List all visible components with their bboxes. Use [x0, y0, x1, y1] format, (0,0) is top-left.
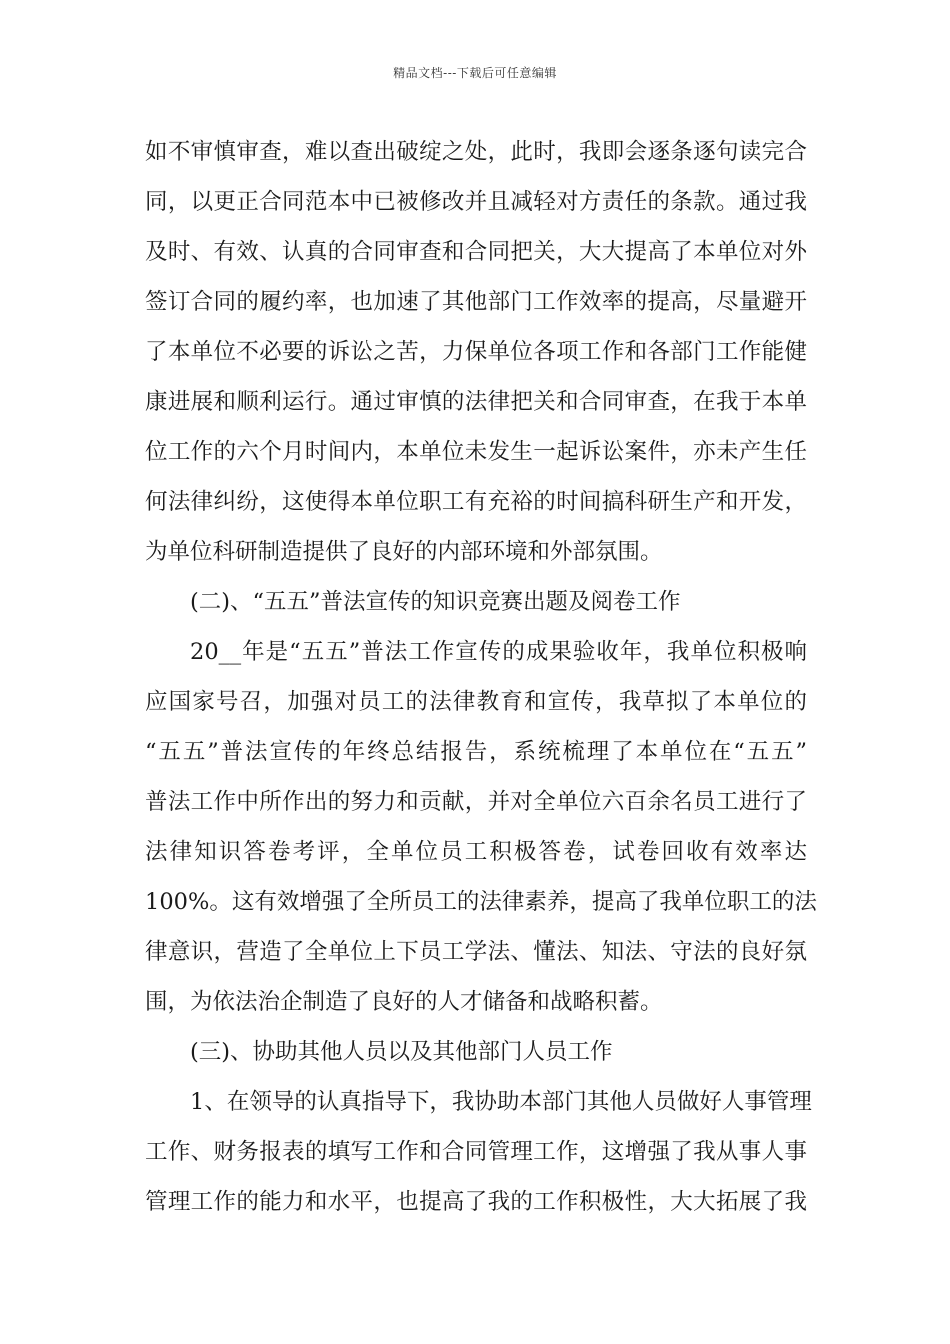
- body-line: 100%。这有效增强了全所员工的法律素养，提高了我单位职工的法: [145, 889, 817, 915]
- body-line: 同，以更正合同范本中已被修改并且减轻对方责任的条款。通过我: [145, 189, 807, 215]
- paragraph-end-line: 围，为依法治企制造了良好的人才储备和战略积蓄。: [145, 989, 663, 1015]
- body-line: 及时、有效、认真的合同审查和合同把关，大大提高了本单位对外: [145, 239, 807, 265]
- paragraph-first-line: 20__年是“五五”普法工作宣传的成果验收年，我单位积极响: [190, 639, 807, 665]
- body-line: 工作、财务报表的填写工作和合同管理工作，这增强了我从事人事: [145, 1139, 807, 1165]
- body-line: 法律知识答卷考评，全单位员工积极答卷，试卷回收有效率达: [145, 839, 807, 865]
- body-line: 了本单位不必要的诉讼之苦，力保单位各项工作和各部门工作能健: [145, 339, 807, 365]
- body-line: 应国家号召，加强对员工的法律教育和宣传，我草拟了本单位的: [145, 689, 807, 715]
- paragraph-end-line: 为单位科研制造提供了良好的内部环境和外部氛围。: [145, 539, 663, 565]
- section-heading: (二)、“五五”普法宣传的知识竞赛出题及阅卷工作: [190, 589, 681, 615]
- body-line: 何法律纠纷，这使得本单位职工有充裕的时间搞科研生产和开发，: [145, 489, 807, 515]
- document-body: [145, 127, 817, 1227]
- body-line: 签订合同的履约率，也加速了其他部门工作效率的提高，尽量避开: [145, 289, 807, 315]
- body-line: 位工作的六个月时间内，本单位未发生一起诉讼案件，亦未产生任: [145, 439, 807, 465]
- body-line: “五五”普法宣传的年终总结报告，系统梳理了本单位在“五五”: [145, 739, 807, 765]
- paragraph-first-line: 1、在领导的认真指导下，我协助本部门其他人员做好人事管理: [190, 1089, 812, 1115]
- section-heading: (三)、协助其他人员以及其他部门人员工作: [190, 1039, 613, 1065]
- body-line: 康进展和顺利运行。通过审慎的法律把关和合同审查，在我于本单: [145, 389, 807, 415]
- body-line: 普法工作中所作出的努力和贡献，并对全单位六百余名员工进行了: [145, 789, 807, 815]
- body-line: 管理工作的能力和水平，也提高了我的工作积极性，大大拓展了我: [145, 1189, 807, 1215]
- body-line: 律意识，营造了全单位上下员工学法、懂法、知法、守法的良好氛: [145, 939, 807, 965]
- body-line: 如不审慎审查，难以查出破绽之处，此时，我即会逐条逐句读完合: [145, 139, 807, 165]
- page-header: 精品文档---下载后可任意编辑: [393, 66, 557, 80]
